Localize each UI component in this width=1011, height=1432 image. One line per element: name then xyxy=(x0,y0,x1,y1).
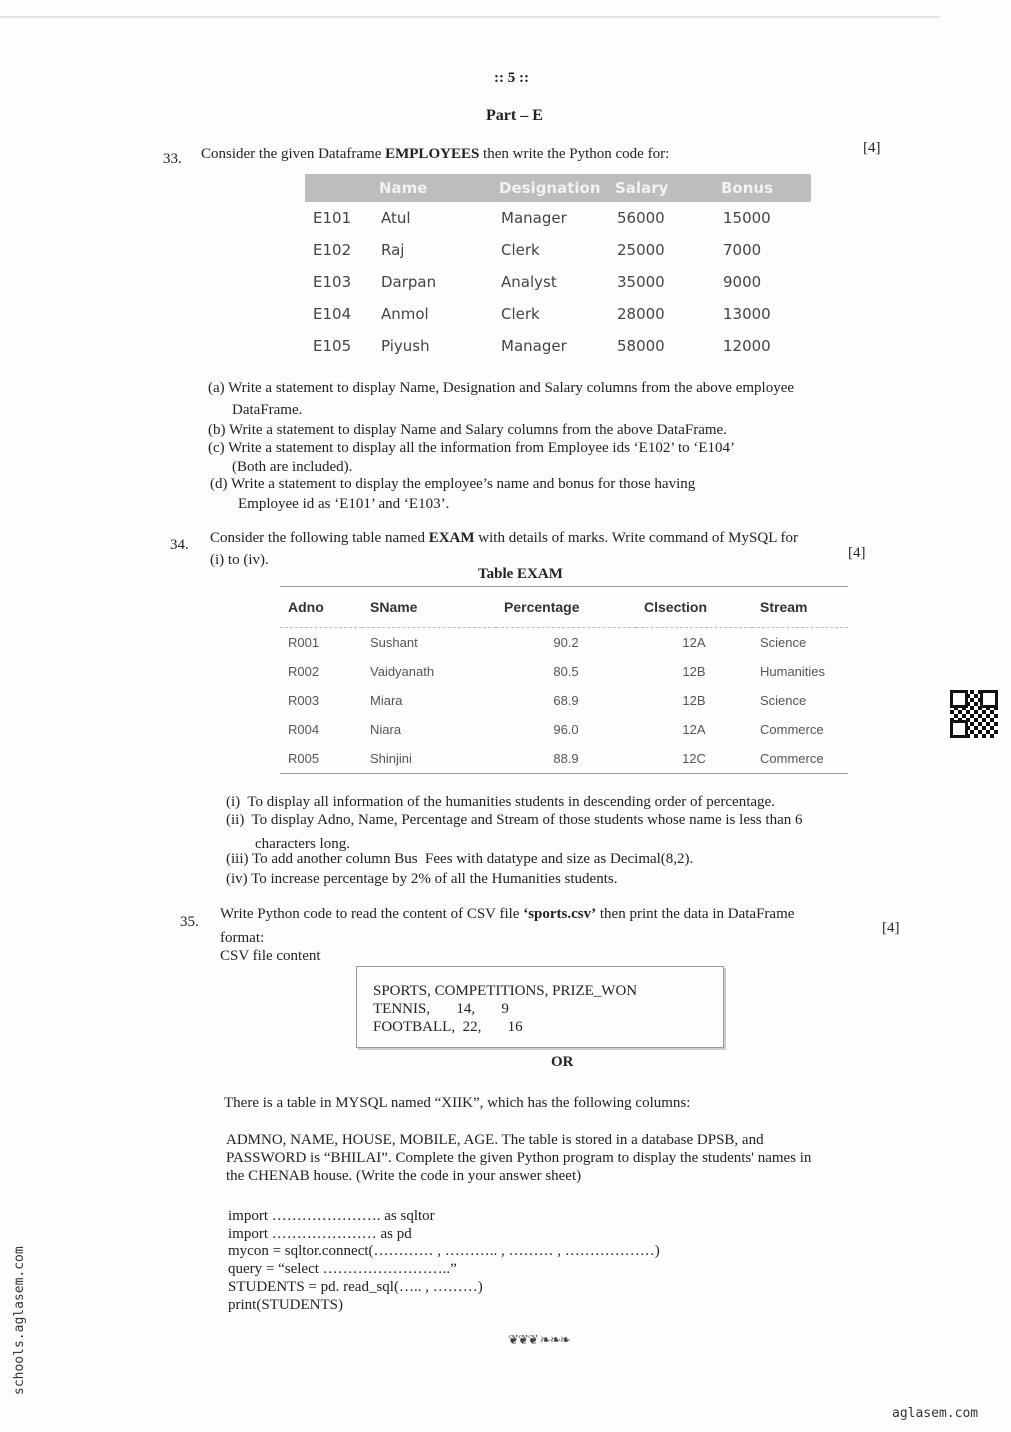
q33-subquestion: (a) Write a statement to display Name, Designation and Salary columns from the above employee xyxy=(208,380,795,396)
q34-subquestion: (iv) To increase percentage by 2% of all the Humanities students. xyxy=(226,871,618,887)
code-line: import ………………… as pd xyxy=(228,1226,412,1242)
q33-subquestion: (c) Write a statement to display all the information from Employee ids ‘E102’ to ‘E104’ xyxy=(208,440,736,456)
exam-table xyxy=(280,586,848,774)
table-cell: E101 xyxy=(313,209,352,227)
csv-content-box xyxy=(356,966,724,1048)
qr-code xyxy=(950,690,998,738)
table-cell: R005 xyxy=(288,751,320,766)
column-header xyxy=(305,174,373,202)
table-cell: 7000 xyxy=(723,241,762,259)
table-cell: Vaidyanath xyxy=(370,664,435,679)
q34-number: 34. xyxy=(170,537,189,553)
q34-text-line2: (i) to (iv). xyxy=(210,552,269,568)
table-cell: 12B xyxy=(682,664,706,679)
csv-line: SPORTS, COMPETITIONS, PRIZE_WON xyxy=(373,983,638,999)
column-header: Stream xyxy=(752,587,848,628)
q34-text: Consider the following table named EXAM with details of marks. Write command of MySQL for xyxy=(210,530,799,546)
q33-subquestion: (d) Write a statement to display the employee’s name and bonus for those having xyxy=(210,476,696,492)
q33-subquestion: (Both are included). xyxy=(232,459,353,475)
table-cell: 12A xyxy=(682,722,706,737)
csv-line: FOOTBALL, 22, 16 xyxy=(373,1019,523,1035)
table-cell: 12B xyxy=(682,693,706,708)
table-cell: 15000 xyxy=(723,209,771,227)
table-cell: Darpan xyxy=(381,273,437,291)
table-cell: 12C xyxy=(682,751,706,766)
table-cell: Anmol xyxy=(381,305,429,323)
table-row xyxy=(305,298,811,330)
table-row xyxy=(305,330,811,362)
table-row xyxy=(280,744,848,774)
table-cell: Piyush xyxy=(381,337,430,355)
table-cell: 12A xyxy=(682,635,706,650)
table-cell: 35000 xyxy=(617,273,665,291)
q35-alt-text: the CHENAB house. (Write the code in your answer sheet) xyxy=(226,1168,582,1184)
code-line: print(STUDENTS) xyxy=(228,1297,343,1313)
q35-marks: [4] xyxy=(882,920,900,936)
table-cell: E105 xyxy=(313,337,352,355)
table-cell: E104 xyxy=(313,305,352,323)
table-row xyxy=(305,234,811,266)
table-cell: Humanities xyxy=(760,664,826,679)
table-cell: Manager xyxy=(501,337,567,355)
q33-number: 33. xyxy=(163,151,182,167)
q33-subquestion: Employee id as ‘E101’ and ‘E103’. xyxy=(238,496,450,512)
q33-marks: [4] xyxy=(863,140,881,156)
table-cell: Commerce xyxy=(760,722,824,737)
page-number: :: 5 :: xyxy=(494,70,529,86)
footer-site: aglasem.com xyxy=(892,1406,979,1421)
column-header: Salary xyxy=(609,174,715,202)
q34-marks: [4] xyxy=(848,545,866,561)
table-cell: R002 xyxy=(288,664,320,679)
table-cell: 88.9 xyxy=(553,751,579,766)
code-line: STUDENTS = pd. read_sql(….. , ………) xyxy=(228,1279,483,1295)
table-row xyxy=(305,202,811,234)
column-header: Designation xyxy=(493,174,609,202)
table-row xyxy=(305,266,811,298)
q35-number: 35. xyxy=(180,914,199,930)
table-cell: Sushant xyxy=(370,635,418,650)
column-header: SName xyxy=(362,587,496,628)
column-header: Clsection xyxy=(636,587,752,628)
table-cell: Miara xyxy=(370,693,403,708)
table-cell: Clerk xyxy=(501,241,540,259)
q34-subquestion: characters long. xyxy=(255,836,350,852)
end-ornament: ❦❦❦ ❧❧❧ xyxy=(508,1332,570,1347)
column-header: Bonus xyxy=(715,174,811,202)
q34-subquestion: (iii) To add another column Bus Fees with datatype and size as Decimal(8,2). xyxy=(226,851,694,867)
side-watermark: schools.aglasem.com xyxy=(12,1246,27,1395)
table-cell: 90.2 xyxy=(553,635,579,650)
table-cell: 80.5 xyxy=(553,664,579,679)
table-cell: Analyst xyxy=(501,273,557,291)
table-cell: E102 xyxy=(313,241,352,259)
table-cell: Clerk xyxy=(501,305,540,323)
q35-alt-text: ADMNO, NAME, HOUSE, MOBILE, AGE. The table is stored in a database DPSB, and xyxy=(226,1132,764,1148)
table-cell: Manager xyxy=(501,209,567,227)
table-cell: 9000 xyxy=(723,273,762,291)
table-cell: 12000 xyxy=(723,337,771,355)
employees-table xyxy=(305,174,811,362)
table-row xyxy=(280,715,848,744)
code-line: import …………………. as sqltor xyxy=(228,1208,435,1224)
table-cell: E103 xyxy=(313,273,352,291)
code-line: query = “select ……………………..” xyxy=(228,1261,457,1277)
q35-alt-text: PASSWORD is “BHILAI”. Complete the given Python program to display the students' names in xyxy=(226,1150,812,1166)
q35-csv-label: CSV file content xyxy=(220,948,321,964)
exam-table-title: Table EXAM xyxy=(478,566,563,582)
table-cell: 96.0 xyxy=(553,722,579,737)
table-cell: Raj xyxy=(381,241,405,259)
or-label: OR xyxy=(551,1054,574,1070)
table-row xyxy=(280,657,848,686)
table-cell: 25000 xyxy=(617,241,665,259)
table-cell: R004 xyxy=(288,722,320,737)
table-cell: 13000 xyxy=(723,305,771,323)
table-cell: Commerce xyxy=(760,751,824,766)
table-cell: Niara xyxy=(370,722,402,737)
table-cell: R001 xyxy=(288,635,320,650)
csv-line: TENNIS, 14, 9 xyxy=(373,1001,509,1017)
q35-text-line2: format: xyxy=(220,930,265,946)
table-cell: 56000 xyxy=(617,209,665,227)
table-cell: R003 xyxy=(288,693,320,708)
q33-subquestion: DataFrame. xyxy=(232,402,303,418)
table-cell: Atul xyxy=(381,209,411,227)
table-cell: 68.9 xyxy=(553,693,579,708)
column-header: Percentage xyxy=(496,587,636,628)
scan-edge xyxy=(0,16,940,18)
code-line: mycon = sqltor.connect(………… , ……….. , ……… , ………………) xyxy=(228,1243,660,1259)
q33-text: Consider the given Dataframe EMPLOYEES then write the Python code for: xyxy=(201,146,670,162)
q35-alt-text: There is a table in MYSQL named “XIIK”, which has the following columns: xyxy=(224,1095,691,1111)
column-header: Adno xyxy=(280,587,362,628)
table-cell: 28000 xyxy=(617,305,665,323)
table-cell: Science xyxy=(760,693,807,708)
q35-text: Write Python code to read the content of CSV file ‘sports.csv’ then print the data in DataFrame xyxy=(220,906,795,922)
q34-subquestion: (ii) To display Adno, Name, Percentage and Stream of those students whose name is less than 6 xyxy=(226,812,803,828)
q33-subquestion: (b) Write a statement to display Name and Salary columns from the above DataFrame. xyxy=(208,422,727,438)
q34-subquestion: (i) To display all information of the humanities students in descending order of percentage. xyxy=(226,794,775,810)
table-cell: 58000 xyxy=(617,337,665,355)
table-row xyxy=(280,686,848,715)
part-heading: Part – E xyxy=(486,107,543,124)
table-cell: Science xyxy=(760,635,807,650)
table-cell: Shinjini xyxy=(370,751,412,766)
table-row xyxy=(280,628,848,658)
column-header: Name xyxy=(373,174,493,202)
